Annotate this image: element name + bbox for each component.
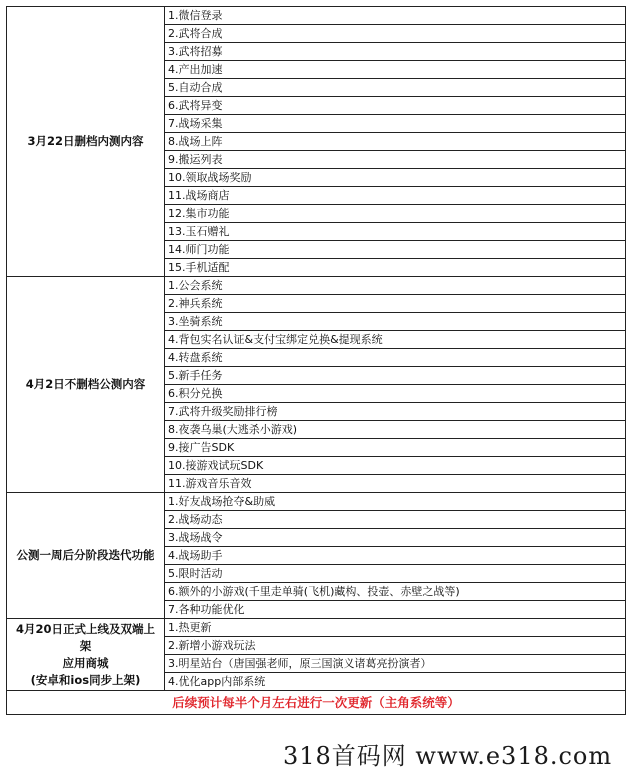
- footer-row: [7, 691, 626, 715]
- feature-item: 6.积分兑换: [165, 385, 626, 403]
- feature-item: 1.公会系统: [165, 277, 626, 295]
- feature-item: 2.新增小游戏玩法: [165, 637, 626, 655]
- feature-item: 3.明星站台（唐国强老师，原三国演义诸葛亮扮演者）: [165, 655, 626, 673]
- feature-item: 4.转盘系统: [165, 349, 626, 367]
- table-row: [7, 7, 626, 25]
- feature-item: 9.接广告SDK: [165, 439, 626, 457]
- feature-item: 8.夜袭乌巢(大逃杀小游戏): [165, 421, 626, 439]
- table-row: [7, 619, 626, 637]
- feature-item: 8.战场上阵: [165, 133, 626, 151]
- feature-item: 13.玉石赠礼: [165, 223, 626, 241]
- feature-item: 10.领取战场奖励: [165, 169, 626, 187]
- phase-title: 3月22日删档内测内容: [7, 7, 165, 277]
- feature-item: 3.武将招募: [165, 43, 626, 61]
- feature-item: 11.游戏音乐音效: [165, 475, 626, 493]
- feature-item: 2.武将合成: [165, 25, 626, 43]
- feature-item: 4.产出加速: [165, 61, 626, 79]
- feature-item: 2.神兵系统: [165, 295, 626, 313]
- feature-item: 5.自动合成: [165, 79, 626, 97]
- feature-item: 3.坐骑系统: [165, 313, 626, 331]
- schedule-table: [6, 6, 626, 715]
- feature-item: 7.各种功能优化: [165, 601, 626, 619]
- schedule-body: [7, 7, 626, 715]
- feature-item: 1.好友战场抢夺&助威: [165, 493, 626, 511]
- phase-title: 4月2日不删档公测内容: [7, 277, 165, 493]
- feature-item: 3.战场战令: [165, 529, 626, 547]
- table-row: [7, 277, 626, 295]
- feature-item: 6.额外的小游戏(千里走单骑(飞机)藏构、投壶、赤壁之战等): [165, 583, 626, 601]
- feature-item: 9.搬运列表: [165, 151, 626, 169]
- feature-item: 4.优化app内部系统: [165, 673, 626, 691]
- feature-item: 2.战场动态: [165, 511, 626, 529]
- feature-item: 14.师门功能: [165, 241, 626, 259]
- feature-item: 6.武将异变: [165, 97, 626, 115]
- feature-item: 15.手机适配: [165, 259, 626, 277]
- feature-item: 11.战场商店: [165, 187, 626, 205]
- footer-note: 后续预计每半个月左右进行一次更新（主角系统等）: [7, 691, 626, 715]
- feature-item: 10.接游戏试玩SDK: [165, 457, 626, 475]
- feature-item: 1.热更新: [165, 619, 626, 637]
- table-row: [7, 493, 626, 511]
- feature-item: 4.背包实名认证&支付宝绑定兑换&提现系统: [165, 331, 626, 349]
- feature-item: 5.新手任务: [165, 367, 626, 385]
- watermark: 318首码网 www.e318.com: [283, 742, 613, 770]
- feature-item: 4.战场助手: [165, 547, 626, 565]
- feature-item: 7.战场采集: [165, 115, 626, 133]
- feature-item: 7.武将升级奖励排行榜: [165, 403, 626, 421]
- feature-item: 12.集市功能: [165, 205, 626, 223]
- phase-title: 4月20日正式上线及双端上架 应用商城 (安卓和ios同步上架): [7, 619, 165, 691]
- feature-item: 1.微信登录: [165, 7, 626, 25]
- phase-title: 公测一周后分阶段迭代功能: [7, 493, 165, 619]
- feature-item: 5.限时活动: [165, 565, 626, 583]
